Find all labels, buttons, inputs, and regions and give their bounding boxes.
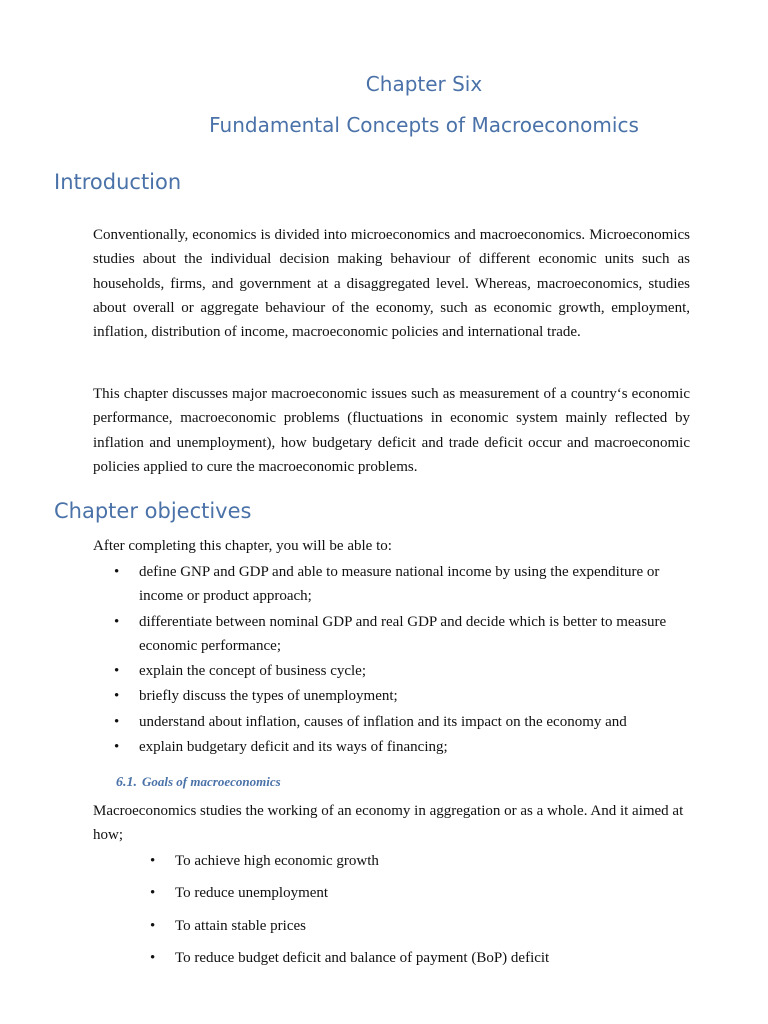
- list-item-text: briefly discuss the types of unemployment;: [139, 688, 398, 705]
- list-item-text: To achieve high economic growth: [175, 853, 379, 869]
- list-item: [150, 914, 675, 938]
- list-item-text: To reduce budget deficit and balance of payment (BoP) deficit: [175, 950, 550, 967]
- goals-list: [150, 849, 675, 979]
- bullet-icon: •: [114, 613, 120, 630]
- bullet-icon: •: [114, 564, 120, 580]
- bullet-icon: •: [150, 950, 156, 967]
- chapter-title: Fundamental Concepts of Macroeconomics: [209, 113, 639, 137]
- bullet-icon: •: [114, 713, 120, 730]
- chapter-number: Chapter Six: [365, 72, 483, 96]
- bullet-icon: •: [150, 885, 156, 902]
- bullet-icon: •: [114, 739, 120, 756]
- list-item: [114, 684, 691, 708]
- list-item-text: understand about inflation, causes of inflation and its impact on the economy and: [139, 713, 627, 730]
- intro-paragraph-1: Conventionally, economics is divided into microeconomics and macroeconomics. Microeconomics studies about the individual decision making behaviour of different economic units such as households, firms, and government at a disaggregated level. Whereas, macroeconomics, studies about overall or aggregate behaviour of the economy, such as economic growth, employment, inflation, distribution of income, macroeconomic policies and international trade.: [93, 227, 690, 341]
- list-item: [114, 659, 691, 683]
- list-item: [114, 610, 691, 659]
- section-number: 6.1.: [116, 775, 137, 790]
- list-item: [114, 735, 691, 759]
- list-item-text: define GNP and GDP and able to measure national income by using the expenditure or income or product approach;: [139, 564, 660, 605]
- introduction-heading: Introduction: [54, 170, 182, 194]
- list-item-text: explain budgetary deficit and its ways of financing;: [139, 739, 448, 756]
- objectives-heading: Chapter objectives: [54, 499, 252, 523]
- list-item: [150, 881, 675, 905]
- list-item-text: To reduce unemployment: [175, 885, 329, 902]
- goals-heading: [116, 774, 281, 791]
- list-item-text: explain the concept of business cycle;: [139, 663, 367, 680]
- bullet-icon: •: [114, 688, 120, 705]
- goals-lead: Macroeconomics studies the working of an economy in aggregation or as a whole. And it aimed at how;: [93, 803, 684, 844]
- bullet-icon: •: [114, 663, 120, 680]
- objectives-list: [114, 560, 691, 760]
- section-title: Goals of macroeconomics: [142, 774, 281, 789]
- bullet-icon: •: [150, 853, 156, 869]
- list-item: [114, 560, 691, 609]
- list-item: [114, 710, 691, 734]
- objectives-lead: After completing this chapter, you will be able to:: [93, 538, 392, 554]
- bullet-icon: •: [150, 917, 156, 934]
- list-item-text: differentiate between nominal GDP and real GDP and decide which is better to measure economic performance;: [139, 613, 667, 654]
- list-item: [150, 946, 675, 970]
- list-item: [150, 849, 675, 873]
- list-item-text: To attain stable prices: [175, 917, 306, 934]
- intro-paragraph-2: This chapter discusses major macroeconomic issues such as measurement of a country‘s economic performance, macroeconomic problems (fluctuations in economic system mainly reflected by inflation and unemployment), how budgetary deficit and trade deficit occur and macroeconomic policies applied to cure the macroeconomic problems.: [93, 386, 690, 475]
